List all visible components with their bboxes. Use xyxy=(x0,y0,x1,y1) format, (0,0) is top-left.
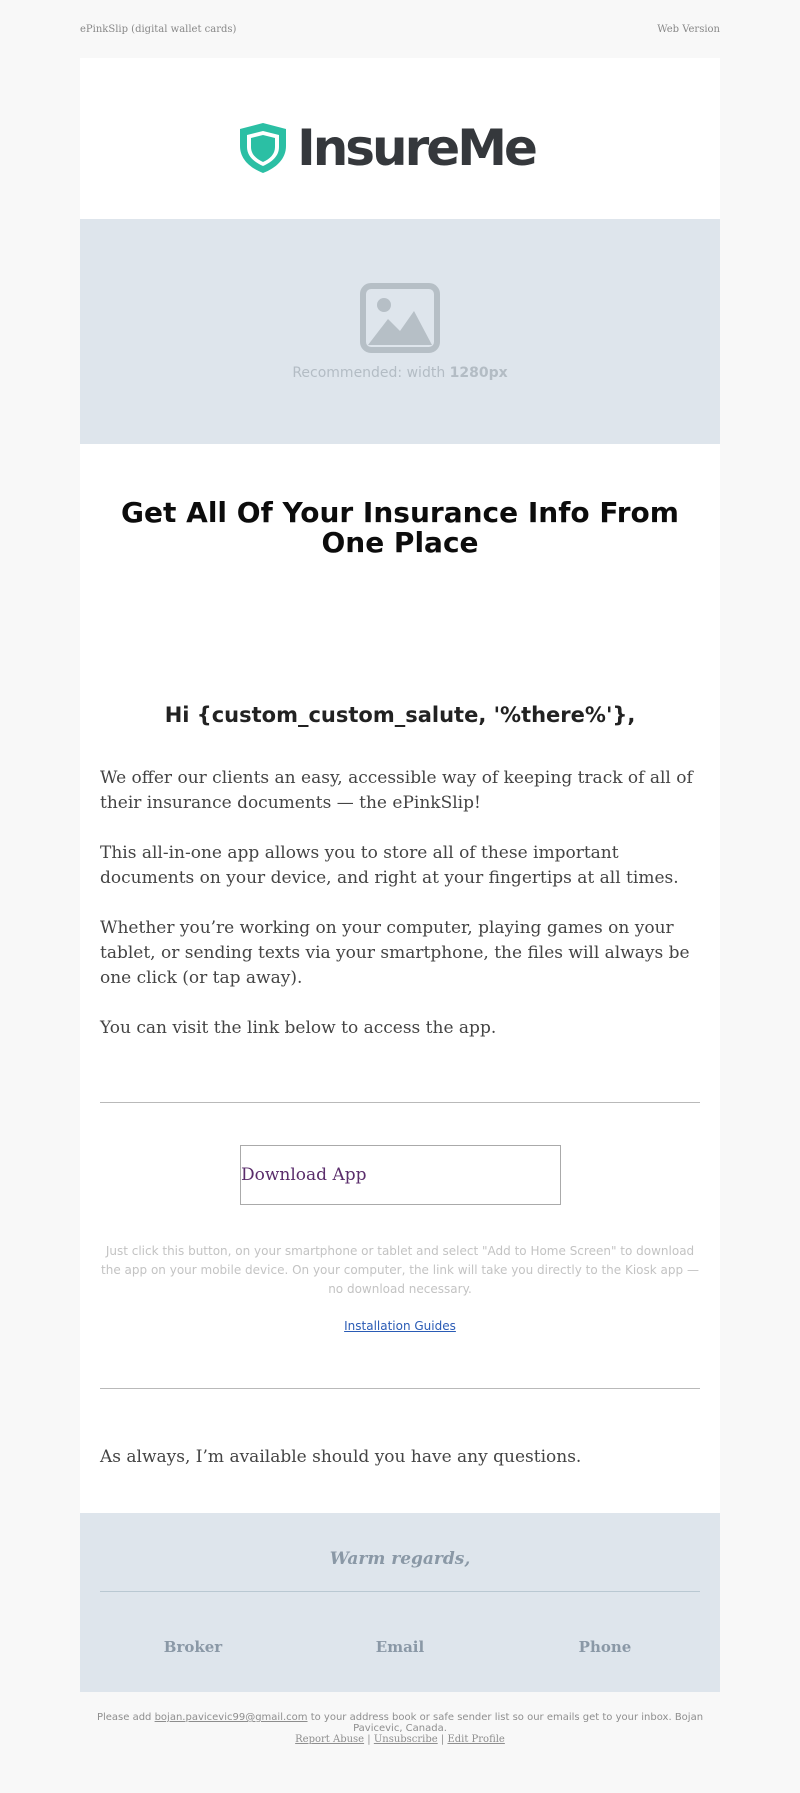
divider xyxy=(100,1102,700,1103)
divider xyxy=(100,1388,700,1389)
installation-guides-link[interactable]: Installation Guides xyxy=(344,1319,456,1333)
logo-section xyxy=(80,58,720,219)
report-abuse-link[interactable]: Report Abuse xyxy=(295,1734,365,1745)
preheader-text: ePinkSlip (digital wallet cards) xyxy=(80,23,237,35)
download-app-label: Download App xyxy=(241,1165,367,1185)
paragraph: You can visit the link below to access the app. xyxy=(100,1018,497,1038)
logo[interactable] xyxy=(235,120,535,176)
download-note: Just click this button, on your smartphone or tablet and select "Add to Home Screen" to download the app on your mobile device. On your computer, the link will take you directly to the Kiosk app — no download necessary. xyxy=(101,1244,699,1296)
hero-image-placeholder xyxy=(80,219,720,444)
hero-caption xyxy=(292,365,507,381)
unsubscribe-link[interactable]: Unsubscribe xyxy=(373,1734,438,1745)
safe-sender-notice xyxy=(80,1712,720,1734)
paragraph: This all-in-one app allows you to store all of these important documents on your device, and right at your fingertips at all times. xyxy=(100,843,679,888)
headline: Get All Of Your Insurance Info From One Place xyxy=(121,496,679,559)
hero-caption-value: 1280px xyxy=(449,364,508,381)
legal-prefix: Please add xyxy=(96,1712,155,1723)
logo-text: InsureMe xyxy=(297,118,535,177)
closing-text: As always, I’m available should you have any questions. xyxy=(100,1447,582,1467)
edit-profile-link[interactable]: Edit Profile xyxy=(447,1734,505,1745)
signature-section xyxy=(80,1513,720,1692)
divider xyxy=(100,1591,700,1592)
footer-links xyxy=(80,1734,720,1745)
contact-email[interactable]: Email xyxy=(375,1638,425,1656)
greeting: Hi {custom_custom_salute, '%there%'}, xyxy=(164,703,636,727)
contact-broker: Broker xyxy=(163,1638,223,1656)
main-content xyxy=(80,444,720,1513)
image-placeholder-icon xyxy=(360,283,440,353)
paragraph: Whether you’re working on your computer, playing games on your tablet, or sending texts via your smartphone, the files will always be one click (or tap away). xyxy=(100,918,690,988)
shield-check-icon xyxy=(235,120,291,176)
link-separator: | xyxy=(364,1734,374,1745)
legal-suffix: to your address book or safe sender list so our emails get to your inbox. Bojan Pavicevic, Canada. xyxy=(307,1712,704,1734)
web-version-link[interactable]: Web Version xyxy=(657,23,720,35)
legal-footer xyxy=(80,1712,720,1745)
link-separator: | xyxy=(437,1734,448,1745)
regards-text: Warm regards, xyxy=(329,1549,471,1569)
preheader xyxy=(80,0,720,58)
hero-caption-prefix: Recommended: width xyxy=(292,364,450,381)
contact-phone[interactable]: Phone xyxy=(578,1638,632,1656)
paragraph: We offer our clients an easy, accessible way of keeping track of all of their insurance documents — the ePinkSlip! xyxy=(100,768,693,813)
download-app-button[interactable] xyxy=(240,1145,561,1205)
sender-email-link[interactable]: bojan.pavicevic99@gmail.com xyxy=(154,1712,308,1723)
body-copy xyxy=(100,766,700,1066)
